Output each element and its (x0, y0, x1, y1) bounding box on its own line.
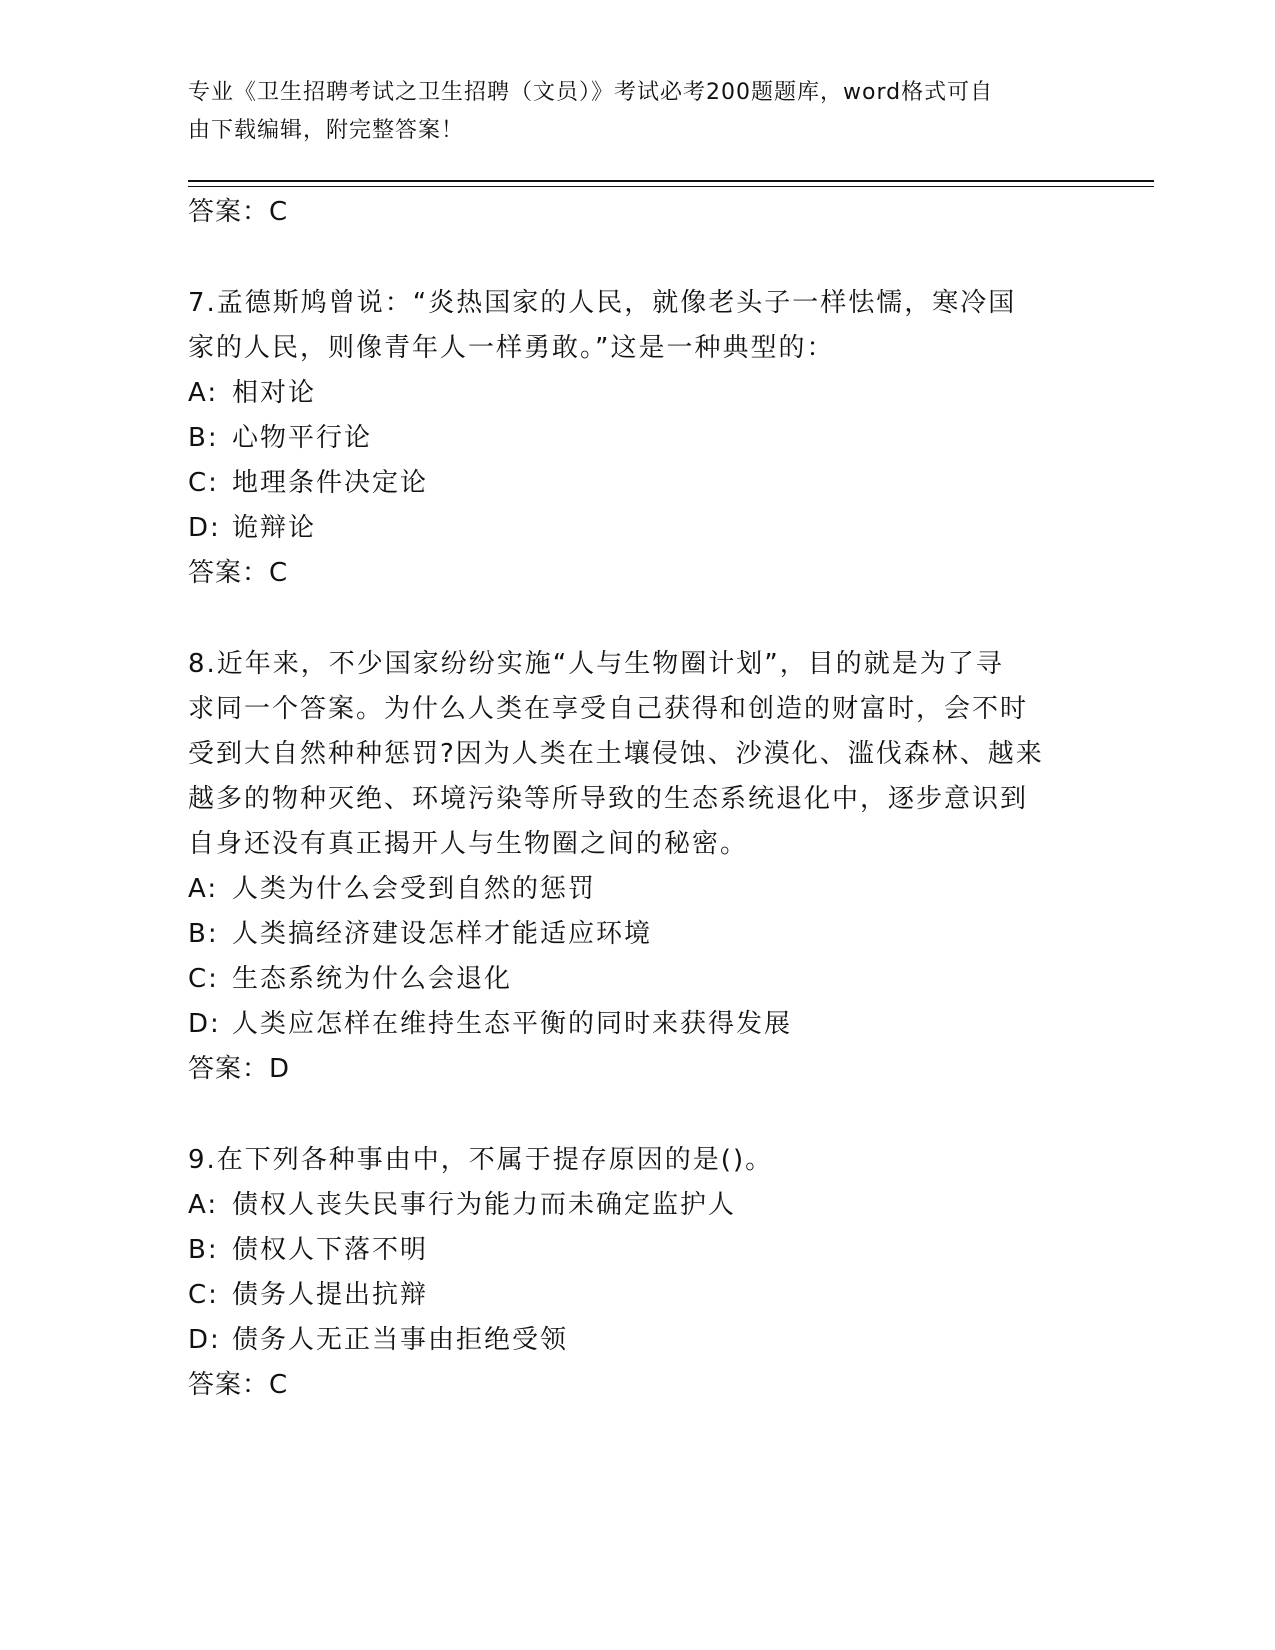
option-d (188, 506, 1088, 551)
option-text: 人类搞经济建设怎样才能适应环境 (232, 919, 653, 949)
option-text: 债务人无正当事由拒绝受领 (232, 1325, 569, 1355)
option-key: D: (188, 513, 221, 543)
option-b (188, 1228, 1088, 1273)
option-key: D: (188, 1009, 221, 1039)
option-c (188, 1273, 1088, 1318)
option-key: C: (188, 468, 219, 498)
header-divider-thin (188, 186, 1154, 187)
answer-line: 答案：C (188, 197, 289, 227)
option-text: 债权人丧失民事行为能力而未确定监护人 (232, 1190, 737, 1220)
option-key: A: (188, 1190, 219, 1220)
answer-line: 答案：C (188, 1370, 289, 1400)
answer-line: 答案：C (188, 558, 289, 588)
option-d (188, 1318, 1088, 1363)
option-key: B: (188, 423, 219, 453)
option-text: 债务人提出抗辩 (232, 1280, 429, 1310)
option-b (188, 912, 1088, 957)
question-block (188, 642, 1088, 1092)
option-a (188, 867, 1088, 912)
document-header (188, 74, 1068, 150)
question-text-line: 家的人民，则像青年人一样勇敢。”这是一种典型的： (188, 333, 835, 363)
header-line-1: 专业《卫生招聘考试之卫生招聘（文员）》考试必考200题题库，word格式可自 (188, 80, 994, 105)
option-text: 地理条件决定论 (232, 468, 429, 498)
option-text: 人类应怎样在维持生态平衡的同时来获得发展 (232, 1009, 793, 1039)
question-text-line: 求同一个答案。为什么人类在享受自己获得和创造的财富时，会不时 (188, 694, 1029, 724)
spacer (188, 596, 1088, 642)
question-text-line: 越多的物种灭绝、环境污染等所导致的生态系统退化中，逐步意识到 (188, 784, 1029, 814)
option-b (188, 416, 1088, 461)
option-c (188, 957, 1088, 1002)
option-text: 生态系统为什么会退化 (232, 964, 513, 994)
option-a (188, 1183, 1088, 1228)
option-c (188, 461, 1088, 506)
option-a (188, 371, 1088, 416)
option-text: 人类为什么会受到自然的惩罚 (232, 874, 597, 904)
option-text: 相对论 (232, 378, 317, 408)
option-d (188, 1002, 1088, 1047)
question-block (188, 1138, 1088, 1408)
question-text-line: 9.在下列各种事由中，不属于提存原因的是()。 (188, 1145, 774, 1175)
question-text-line: 7.孟德斯鸠曾说：“炎热国家的人民，就像老头子一样怯懦，寒冷国 (188, 288, 1017, 318)
question-text-line: 自身还没有真正揭开人与生物圈之间的秘密。 (188, 829, 749, 859)
option-key: C: (188, 964, 219, 994)
header-divider-thick (188, 180, 1154, 182)
option-key: B: (188, 1235, 219, 1265)
question-list (188, 190, 1088, 1408)
option-text: 债权人下落不明 (232, 1235, 429, 1265)
question-text-line: 受到大自然种种惩罚?因为人类在土壤侵蚀、沙漠化、滥伐森林、越来 (188, 739, 1044, 769)
option-key: D: (188, 1325, 221, 1355)
question-text-line: 8.近年来，不少国家纷纷实施“人与生物圈计划”，目的就是为了寻 (188, 649, 1004, 679)
option-key: C: (188, 1280, 219, 1310)
spacer (188, 1092, 1088, 1138)
option-key: A: (188, 378, 219, 408)
question-block (188, 281, 1088, 596)
option-text: 心物平行论 (232, 423, 373, 453)
answer-line: 答案：D (188, 1054, 291, 1084)
header-line-2: 由下载编辑，附完整答案！ (188, 118, 465, 143)
option-text: 诡辩论 (232, 513, 317, 543)
spacer (188, 235, 1088, 281)
option-key: A: (188, 874, 219, 904)
option-key: B: (188, 919, 219, 949)
